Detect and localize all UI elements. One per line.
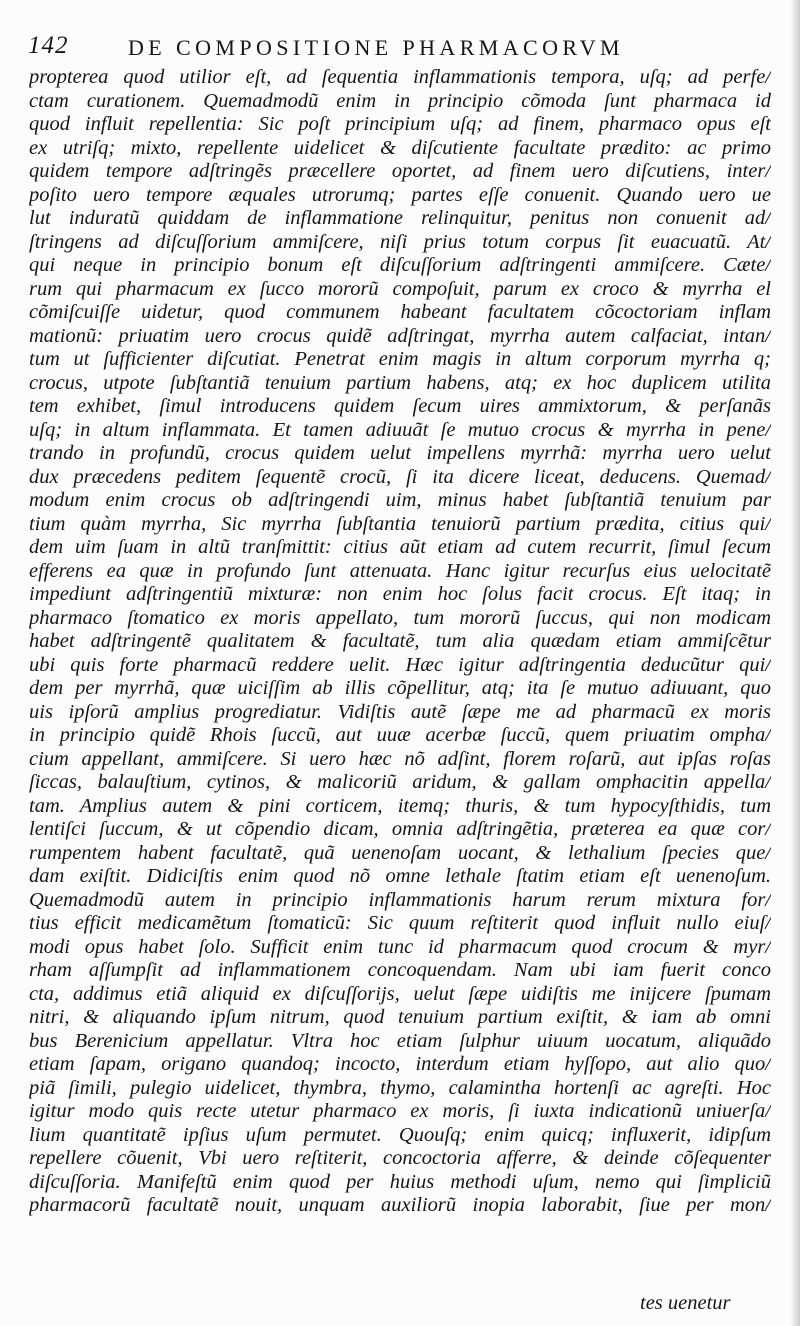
text-line: cium appellant, ammiſcere. Si uero hæc nõ adſint, florem roſarũ, aut ipſas roſas: [29, 747, 771, 770]
text-line: tam. Amplius autem & pini corticem, itemq; thuris, & tum hypocyſthidis, tum: [29, 794, 771, 817]
text-line: rham aſſumpſit ad inflammationem concoquendam. Nam ubi iam fuerit conco: [29, 959, 771, 981]
text-line: tium quàm myrrha, Sic myrrha ſubſtantia tenuiorũ partium prædita, citius qui/: [29, 512, 771, 535]
text-line: poſito uero tempore æquales utrorumq; partes eſſe conuenit. Quando uero ue: [29, 183, 771, 206]
text-line: uis ipſorũ amplius progrediatur. Vidiſtis autẽ ſæpe me ad pharmacũ ex moris: [29, 700, 771, 723]
text-line: trando in profundũ, crocus quidem uelut impellens myrrhã: myrrha uero uelut: [29, 442, 771, 464]
text-line: quod influit repellentia: Sic poſt principium uſq; ad finem, pharmaco opus eſt: [29, 113, 771, 135]
text-line: rumpentem habent facultatẽ, quã uenenoſam uocant, & lethalium ſpecies que/: [29, 841, 771, 864]
text-line: modum enim crocus ob adſtringendi uim, minus habet ſubſtantiã tenuium par: [29, 489, 771, 511]
text-line: dem uim ſuam in altũ tranſmittit: citius aũt etiam ad cutem recurrit, ſimul ſecum: [29, 536, 771, 558]
text-line: piã ſimili, pulegio uidelicet, thymbra, thymo, calamintha hortenſi ac agreſti. Hoc: [29, 1076, 771, 1099]
text-line: impediunt adſtringentiũ mixturæ: non enim hoc ſolus facit crocus. Eſt itaq; in: [29, 583, 771, 605]
text-line: mationũ: priuatim uero crocus quidẽ adſtringat, myrrha autem calfaciat, intan/: [29, 324, 771, 347]
text-line: efferens ea quæ in profundo ſunt attenuata. Hanc igitur recurſus eius uelocitatẽ: [29, 559, 771, 582]
text-line: propterea quod utilior eſt, ad ſequentia inflammationis tempora, uſq; ad perfe/: [29, 66, 771, 88]
text-line: cta, addimus etiã aliquid ex diſcuſſorijs, uelut ſæpe uidiſtis me inijcere ſpumam: [29, 982, 771, 1005]
text-line: lut induratũ quiddam de inflammatione relinquitur, penitus non conuenit ad/: [29, 207, 771, 229]
scan-edge-shadow: [790, 0, 800, 1326]
catchword-line: tes uenetur: [640, 1292, 731, 1314]
text-line: crocus, utpote ſubſtantiã tenuium partium habens, atq; ex hoc duplicem utilita: [29, 371, 771, 394]
text-line: ctam curationem. Quemadmodũ enim in principio cõmoda ſunt pharmaca id: [29, 89, 771, 112]
running-title: DE COMPOSITIONE PHARMACORVM: [128, 35, 624, 60]
text-line: pharmaco ſtomatico ex moris appellato, tum mororũ ſuccus, qui non modicam: [29, 606, 771, 629]
text-line: quidem tempore adſtringẽs præcellere oportet, ad finem uero diſcutiens, inter/: [29, 160, 771, 182]
text-line: in principio quidẽ Rhois ſuccũ, aut uuæ acerbæ ſuccũ, quem priuatim ompha/: [29, 724, 771, 746]
text-line: ubi quis forte pharmacũ reddere uelit. Hæc igitur adſtringentia deducũtur qui/: [29, 653, 771, 676]
text-line: tius efficit medicamẽtum ſtomaticũ: Sic quum reſtiterit quod influit nullo eiuſ/: [29, 912, 771, 934]
text-line: ſiccas, balauſtium, cytinos, & malicoriũ aridum, & gallam omphacitin appella/: [29, 771, 771, 793]
text-line: Quemadmodũ autem in principio inflammationis harum rerum mixtura for/: [29, 888, 771, 911]
text-line: nitri, & aliquando ipſum nitrum, quod tenuium partium exiſtit, & iam ab omni: [29, 1006, 771, 1028]
text-line: tem exhibet, ſimul introducens quidem ſecum uires ammixtorum, & perſanãs: [29, 395, 771, 417]
text-line: uſq; in altum inflammata. Et tamen adiuuãt ſe mutuo crocus & myrrha in pene/: [29, 418, 771, 441]
text-line: diſcuſſoria. Manifeſtũ enim quod per huius methodi uſum, nemo qui ſimpliciũ: [29, 1170, 771, 1193]
text-line: ex utriſq; mixto, repellente uidelicet & diſcutiente facultate prædito: ac primo: [29, 136, 771, 159]
text-line: igitur modo quis recte utetur pharmaco ex moris, ſi iuxta indicationũ uniuerſa/: [29, 1100, 771, 1122]
text-line: etiam ſapam, origano quandoq; incocto, interdum etiam hyſſopo, aut alio quo/: [29, 1053, 771, 1075]
text-line: bus Berenicium appellatur. Vltra hoc etiam ſulphur uiuum uocatum, aliquãdo: [29, 1029, 771, 1052]
text-line: lentiſci ſuccum, & ut cõpendio dicam, omnia adſtringẽtia, præterea ea quæ cor/: [29, 818, 771, 840]
text-line: qui neque in principio bonum eſt diſcuſſorium adſtringenti ammiſcere. Cæte/: [29, 254, 771, 276]
text-line: ſtringens ad diſcuſſorium ammiſcere, niſi prius totum corpus ſit euacuatũ. At/: [29, 230, 771, 253]
running-header: [28, 26, 768, 66]
text-line: repellere cõuenit, Vbi uero reſtiterit, concoctoria afferre, & deinde cõſequenter: [29, 1147, 771, 1169]
text-line: cõmiſcuiſſe uidetur, quod communem habeant facultatem cõcoctoriam inflam: [29, 301, 771, 323]
text-line: dam exiſtit. Didiciſtis enim quod nõ omne lethale ſtatim etiam eſt uenenoſum.: [29, 865, 771, 887]
text-line: habet adſtringentẽ qualitatem & facultatẽ, tum alia quædam etiam ammiſcẽtur: [29, 630, 771, 652]
text-line: rum qui pharmacum ex ſucco mororũ compoſuit, parum ex croco & myrrha el: [29, 277, 771, 300]
text-line: lium quantitatẽ ipſius uſum permutet. Quouſq; enim quicq; influxerit, idipſum: [29, 1123, 771, 1146]
text-line: dem per myrrhã, quæ uiciſſim ab illis cõpellitur, atq; ita ſe mutuo adiuuant, quo: [29, 677, 771, 699]
text-line: tum ut ſufficienter diſcutiat. Penetrat enim magis in altum corporum myrrha q;: [29, 348, 771, 370]
text-line: pharmacorũ facultatẽ nouit, unquam auxiliorũ inopia laborabit, ſiue per mon/: [29, 1194, 771, 1216]
text-line: dux præcedens peditem ſequentẽ crocũ, ſi ita dicere liceat, deducens. Quemad/: [29, 465, 771, 488]
text-line: modi opus habet ſolo. Sufficit enim tunc id pharmacum quod crocum & myr/: [29, 935, 771, 958]
body-text: [29, 66, 771, 1218]
page-number: 142: [28, 32, 69, 59]
